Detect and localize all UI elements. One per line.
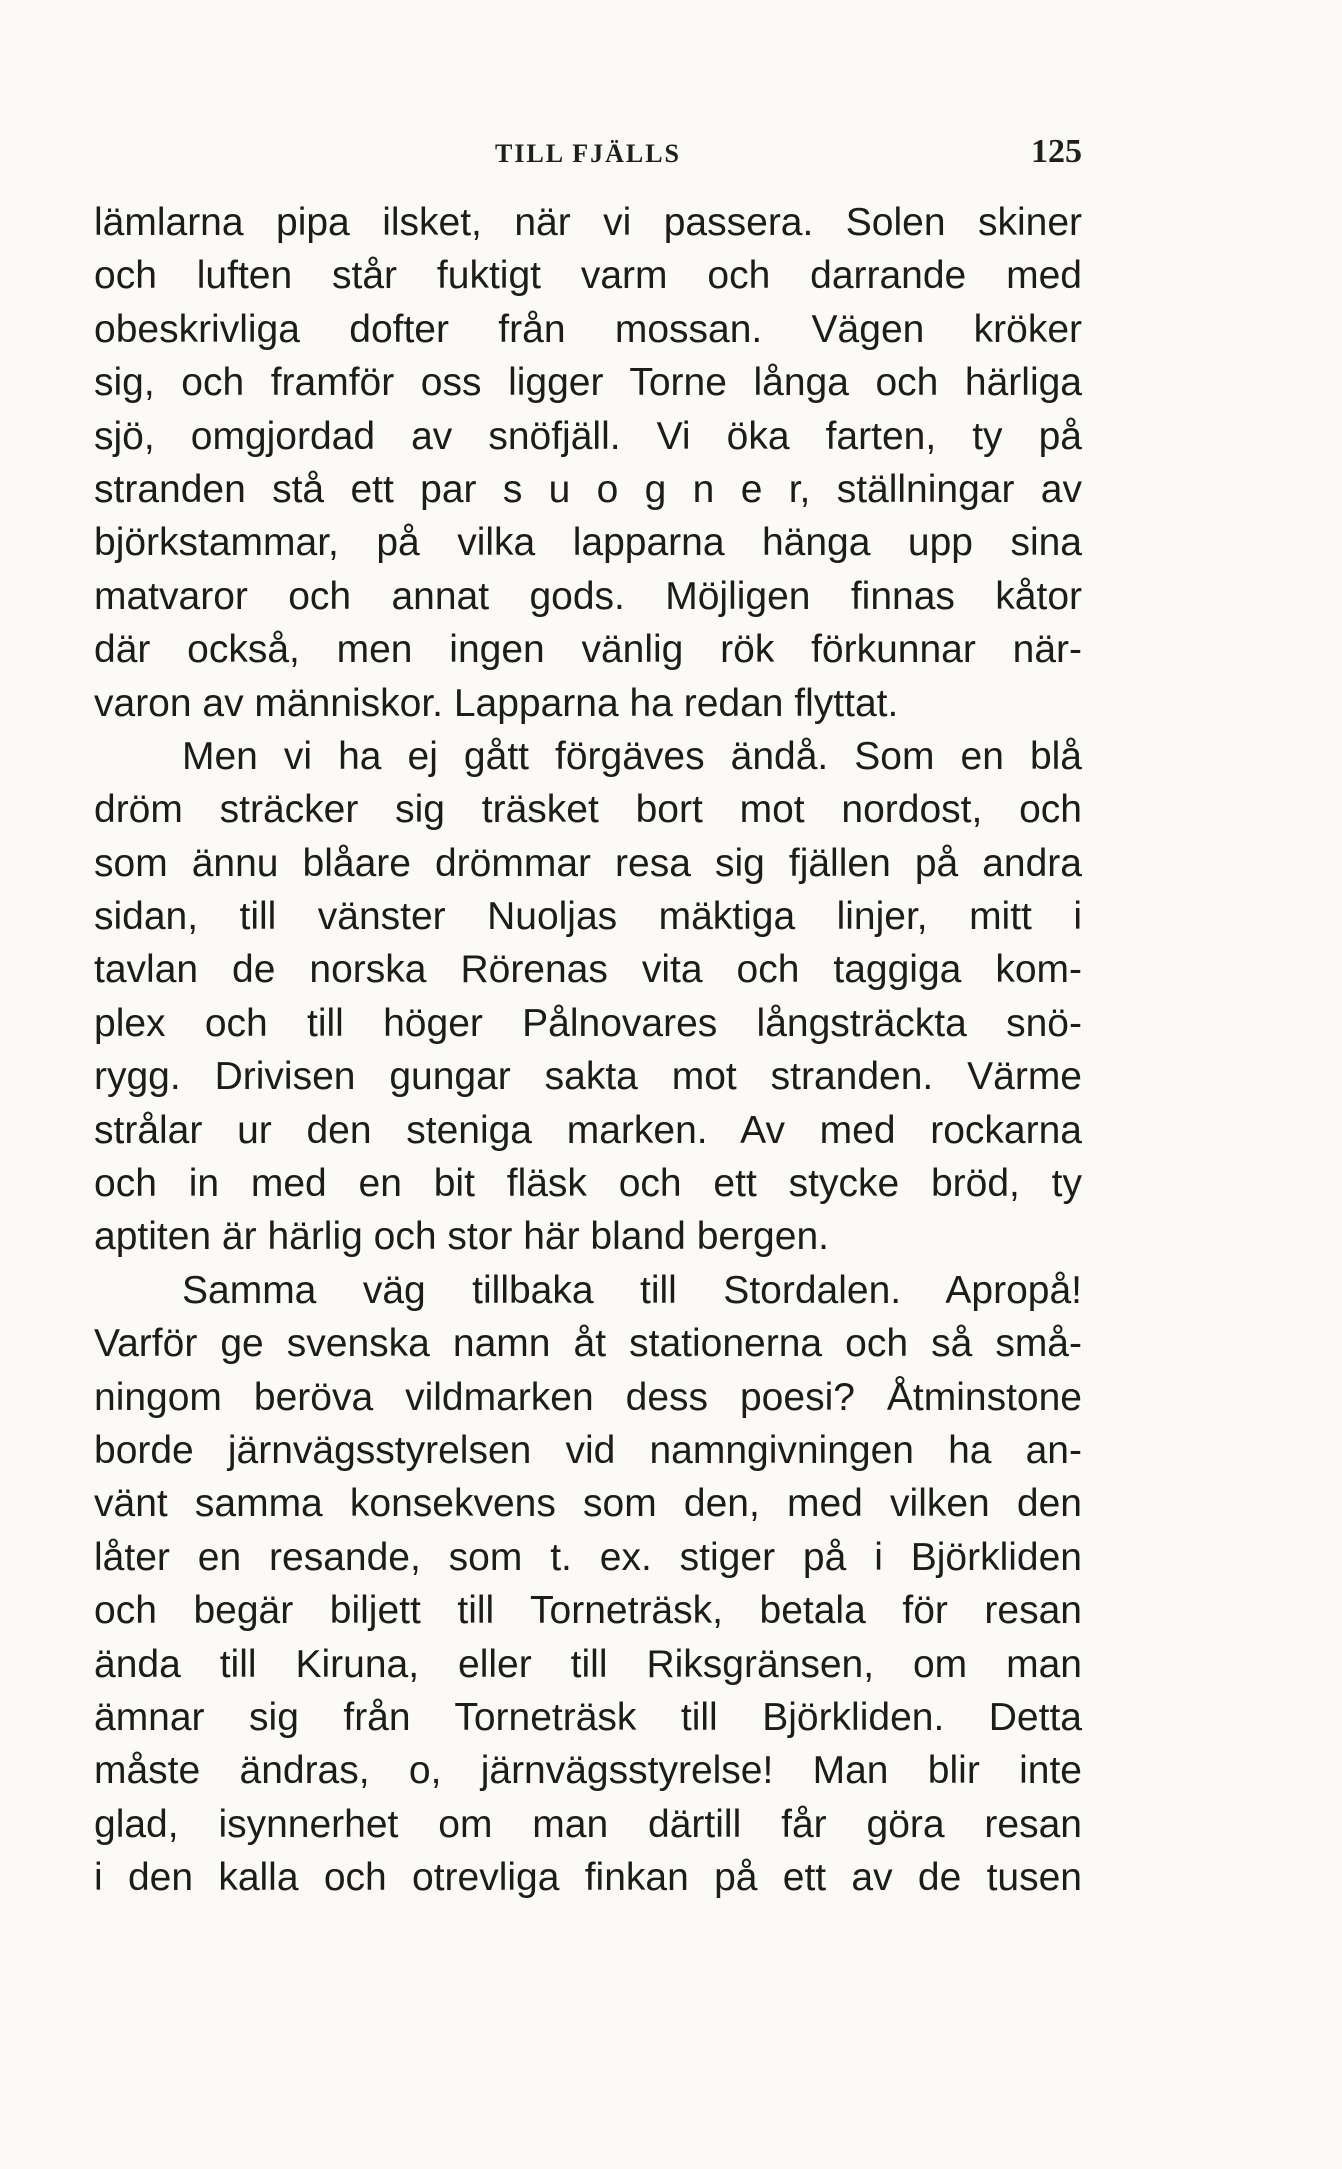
page-header	[94, 133, 1082, 181]
page-number: 125	[1031, 133, 1082, 170]
running-title: TILL FJÄLLS	[494, 139, 681, 168]
text-line: björkstammar, på vilka lapparna hänga upp sina	[94, 521, 1082, 565]
text-line: ända till Kiruna, eller till Riksgränsen, om man	[94, 1642, 1082, 1686]
text-line: och luften står fuktigt varm och darrande med	[94, 254, 1082, 298]
text-line: där också, men ingen vänlig rök förkunnar när-	[94, 628, 1082, 672]
text-line: Varför ge svenska namn åt stationerna och så små-	[94, 1322, 1082, 1366]
text-line: lämlarna pipa ilsket, när vi passera. Solen skiner	[94, 201, 1082, 244]
text-line: och in med en bit fläsk och ett stycke bröd, ty	[94, 1162, 1082, 1206]
text-line: Men vi ha ej gått förgäves ändå. Som en blå	[182, 734, 1082, 778]
text-line: varon av människor. Lapparna ha redan flyttat.	[94, 681, 899, 725]
text-line: vänt samma konsekvens som den, med vilken den	[94, 1482, 1082, 1526]
text-line: som ännu blåare drömmar resa sig fjällen på andra	[94, 841, 1082, 885]
text-line: ämnar sig från Torneträsk till Björkliden. Detta	[94, 1695, 1082, 1739]
text-line: matvaror och annat gods. Möjligen finnas kåtor	[94, 574, 1082, 618]
text-line: dröm sträcker sig träsket bort mot nordost, och	[94, 788, 1082, 832]
text-line: aptiten är härlig och stor här bland bergen.	[94, 1215, 829, 1259]
text-line: ningom beröva vildmarken dess poesi? Åtminstone	[94, 1375, 1082, 1419]
text-line: stranden stå ett par s u o g n e r, ställningar av	[94, 467, 1082, 511]
text-line: i den kalla och otrevliga finkan på ett av de tusen	[94, 1856, 1082, 1900]
text-line: plex och till höger Pålnovares långsträckta snö-	[94, 1001, 1082, 1045]
text-line: borde järnvägsstyrelsen vid namngivningen ha an-	[94, 1428, 1082, 1472]
text-line: Samma väg tillbaka till Stordalen. Apropå!	[182, 1268, 1082, 1312]
text-line: måste ändras, o, järnvägsstyrelse! Man blir inte	[94, 1749, 1082, 1793]
text-line: sjö, omgjordad av snöfjäll. Vi öka farten, ty på	[94, 414, 1082, 458]
text-line: och begär biljett till Torneträsk, betala för resan	[94, 1589, 1082, 1633]
text-line: tavlan de norska Rörenas vita och taggiga kom-	[94, 948, 1082, 992]
text-line: sig, och framför oss ligger Torne långa och härliga	[94, 361, 1082, 405]
text-line: strålar ur den steniga marken. Av med rockarna	[94, 1108, 1082, 1152]
text-line: glad, isynnerhet om man därtill får göra resan	[94, 1802, 1082, 1846]
text-line: låter en resande, som t. ex. stiger på i Björkliden	[94, 1535, 1082, 1579]
text-line: sidan, till vänster Nuoljas mäktiga linjer, mitt i	[94, 895, 1082, 939]
body-text	[94, 196, 1082, 1905]
text-line: rygg. Drivisen gungar sakta mot stranden. Värme	[94, 1055, 1082, 1099]
text-line: obeskrivliga dofter från mossan. Vägen kröker	[94, 307, 1082, 351]
